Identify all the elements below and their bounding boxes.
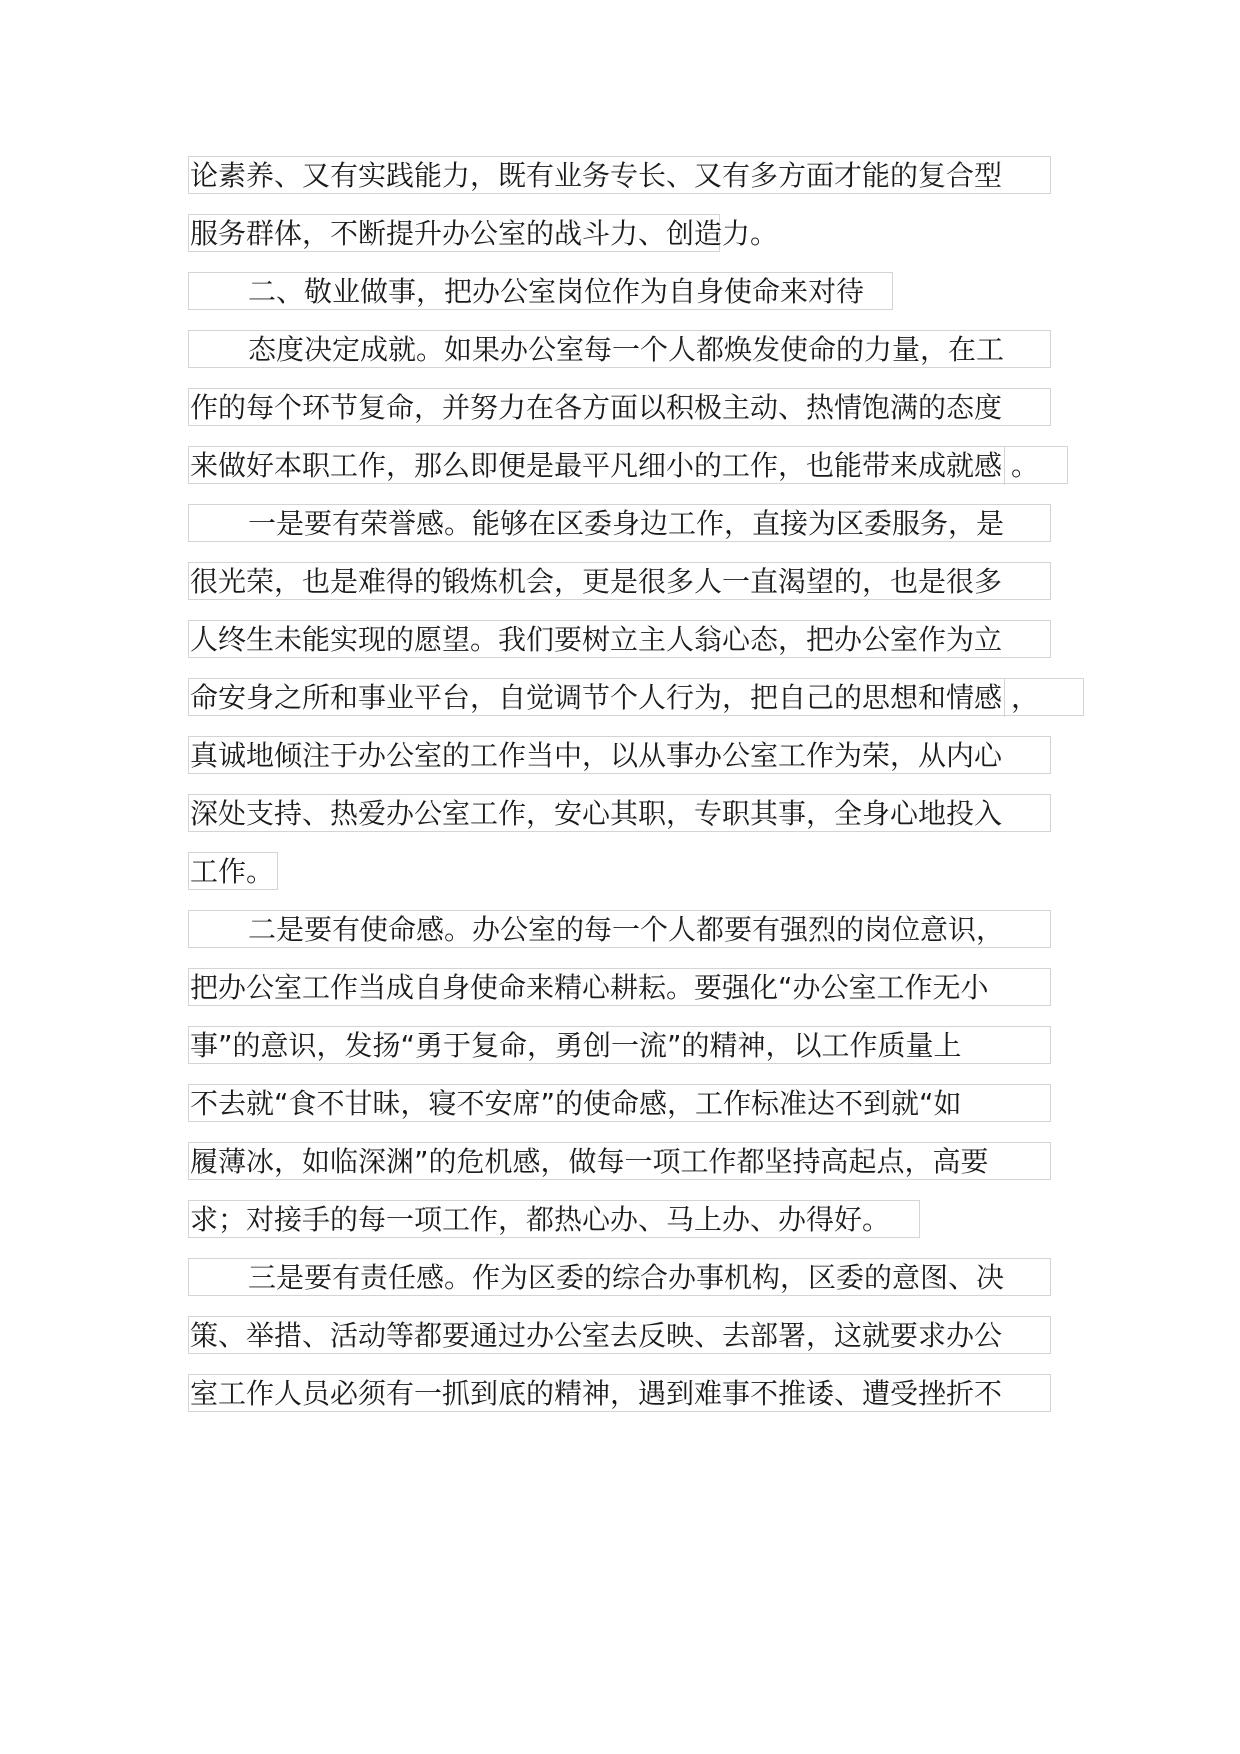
text-line: 很光荣，也是难得的锻炼机会，更是很多人一直渴望的，也是很多	[188, 562, 1051, 600]
text-line: 把办公室工作当成自身使命来精心耕耘。要强化“办公室工作无小	[188, 968, 1051, 1006]
text-line-body: 命安身之所和事业平台，自觉调节个人行为，把自己的思想和情感	[190, 681, 1003, 714]
section-heading: 二、敬业做事，把办公室岗位作为自身使命来对待	[188, 272, 893, 310]
text-line: 事”的意识，发扬“勇于复命，勇创一流”的精神，以工作质量上	[188, 1026, 1051, 1064]
text-line: 履薄冰，如临深渊”的危机感，做每一项工作都坚持高起点，高要	[188, 1142, 1051, 1180]
text-line: 工作。	[188, 852, 278, 890]
text-line: 人终生未能实现的愿望。我们要树立主人翁心态，把办公室作为立	[188, 620, 1051, 658]
text-line: 三是要有责任感。作为区委的综合办事机构，区委的意图、决	[188, 1258, 1051, 1296]
text-line: 作的每个环节复命，并努力在各方面以积极主动、热情饱满的态度	[188, 388, 1051, 426]
text-line: 室工作人员必须有一抓到底的精神，遇到难事不推诿、遭受挫折不	[188, 1374, 1051, 1412]
text-line: 一是要有荣誉感。能够在区委身边工作，直接为区委服务，是	[188, 504, 1051, 542]
text-line: 不去就“食不甘昧，寝不安席”的使命感，工作标准达不到就“如	[188, 1084, 1051, 1122]
text-line-tail: ，	[1004, 679, 1039, 717]
text-line: 深处支持、热爱办公室工作，安心其职，专职其事，全身心地投入	[188, 794, 1051, 832]
text-line	[188, 446, 1068, 484]
text-line: 策、举措、活动等都要通过办公室去反映、去部署，这就要求办公	[188, 1316, 1051, 1354]
text-line: 二是要有使命感。办公室的每一个人都要有强烈的岗位意识，	[188, 910, 1051, 948]
text-line: 服务群体，不断提升办公室的战斗力、创造力。	[188, 214, 720, 252]
text-line: 论素养、又有实践能力，既有业务专长、又有多方面才能的复合型	[188, 156, 1051, 194]
text-line-tail: 。	[1004, 447, 1039, 485]
text-line: 真诚地倾注于办公室的工作当中，以从事办公室工作为荣，从内心	[188, 736, 1051, 774]
text-line: 求；对接手的每一项工作，都热心办、马上办、办得好。	[188, 1200, 920, 1238]
text-line-body: 来做好本职工作，那么即便是最平凡细小的工作，也能带来成就感	[190, 449, 1003, 482]
text-line: 态度决定成就。如果办公室每一个人都焕发使命的力量，在工	[188, 330, 1051, 368]
text-line	[188, 678, 1084, 716]
